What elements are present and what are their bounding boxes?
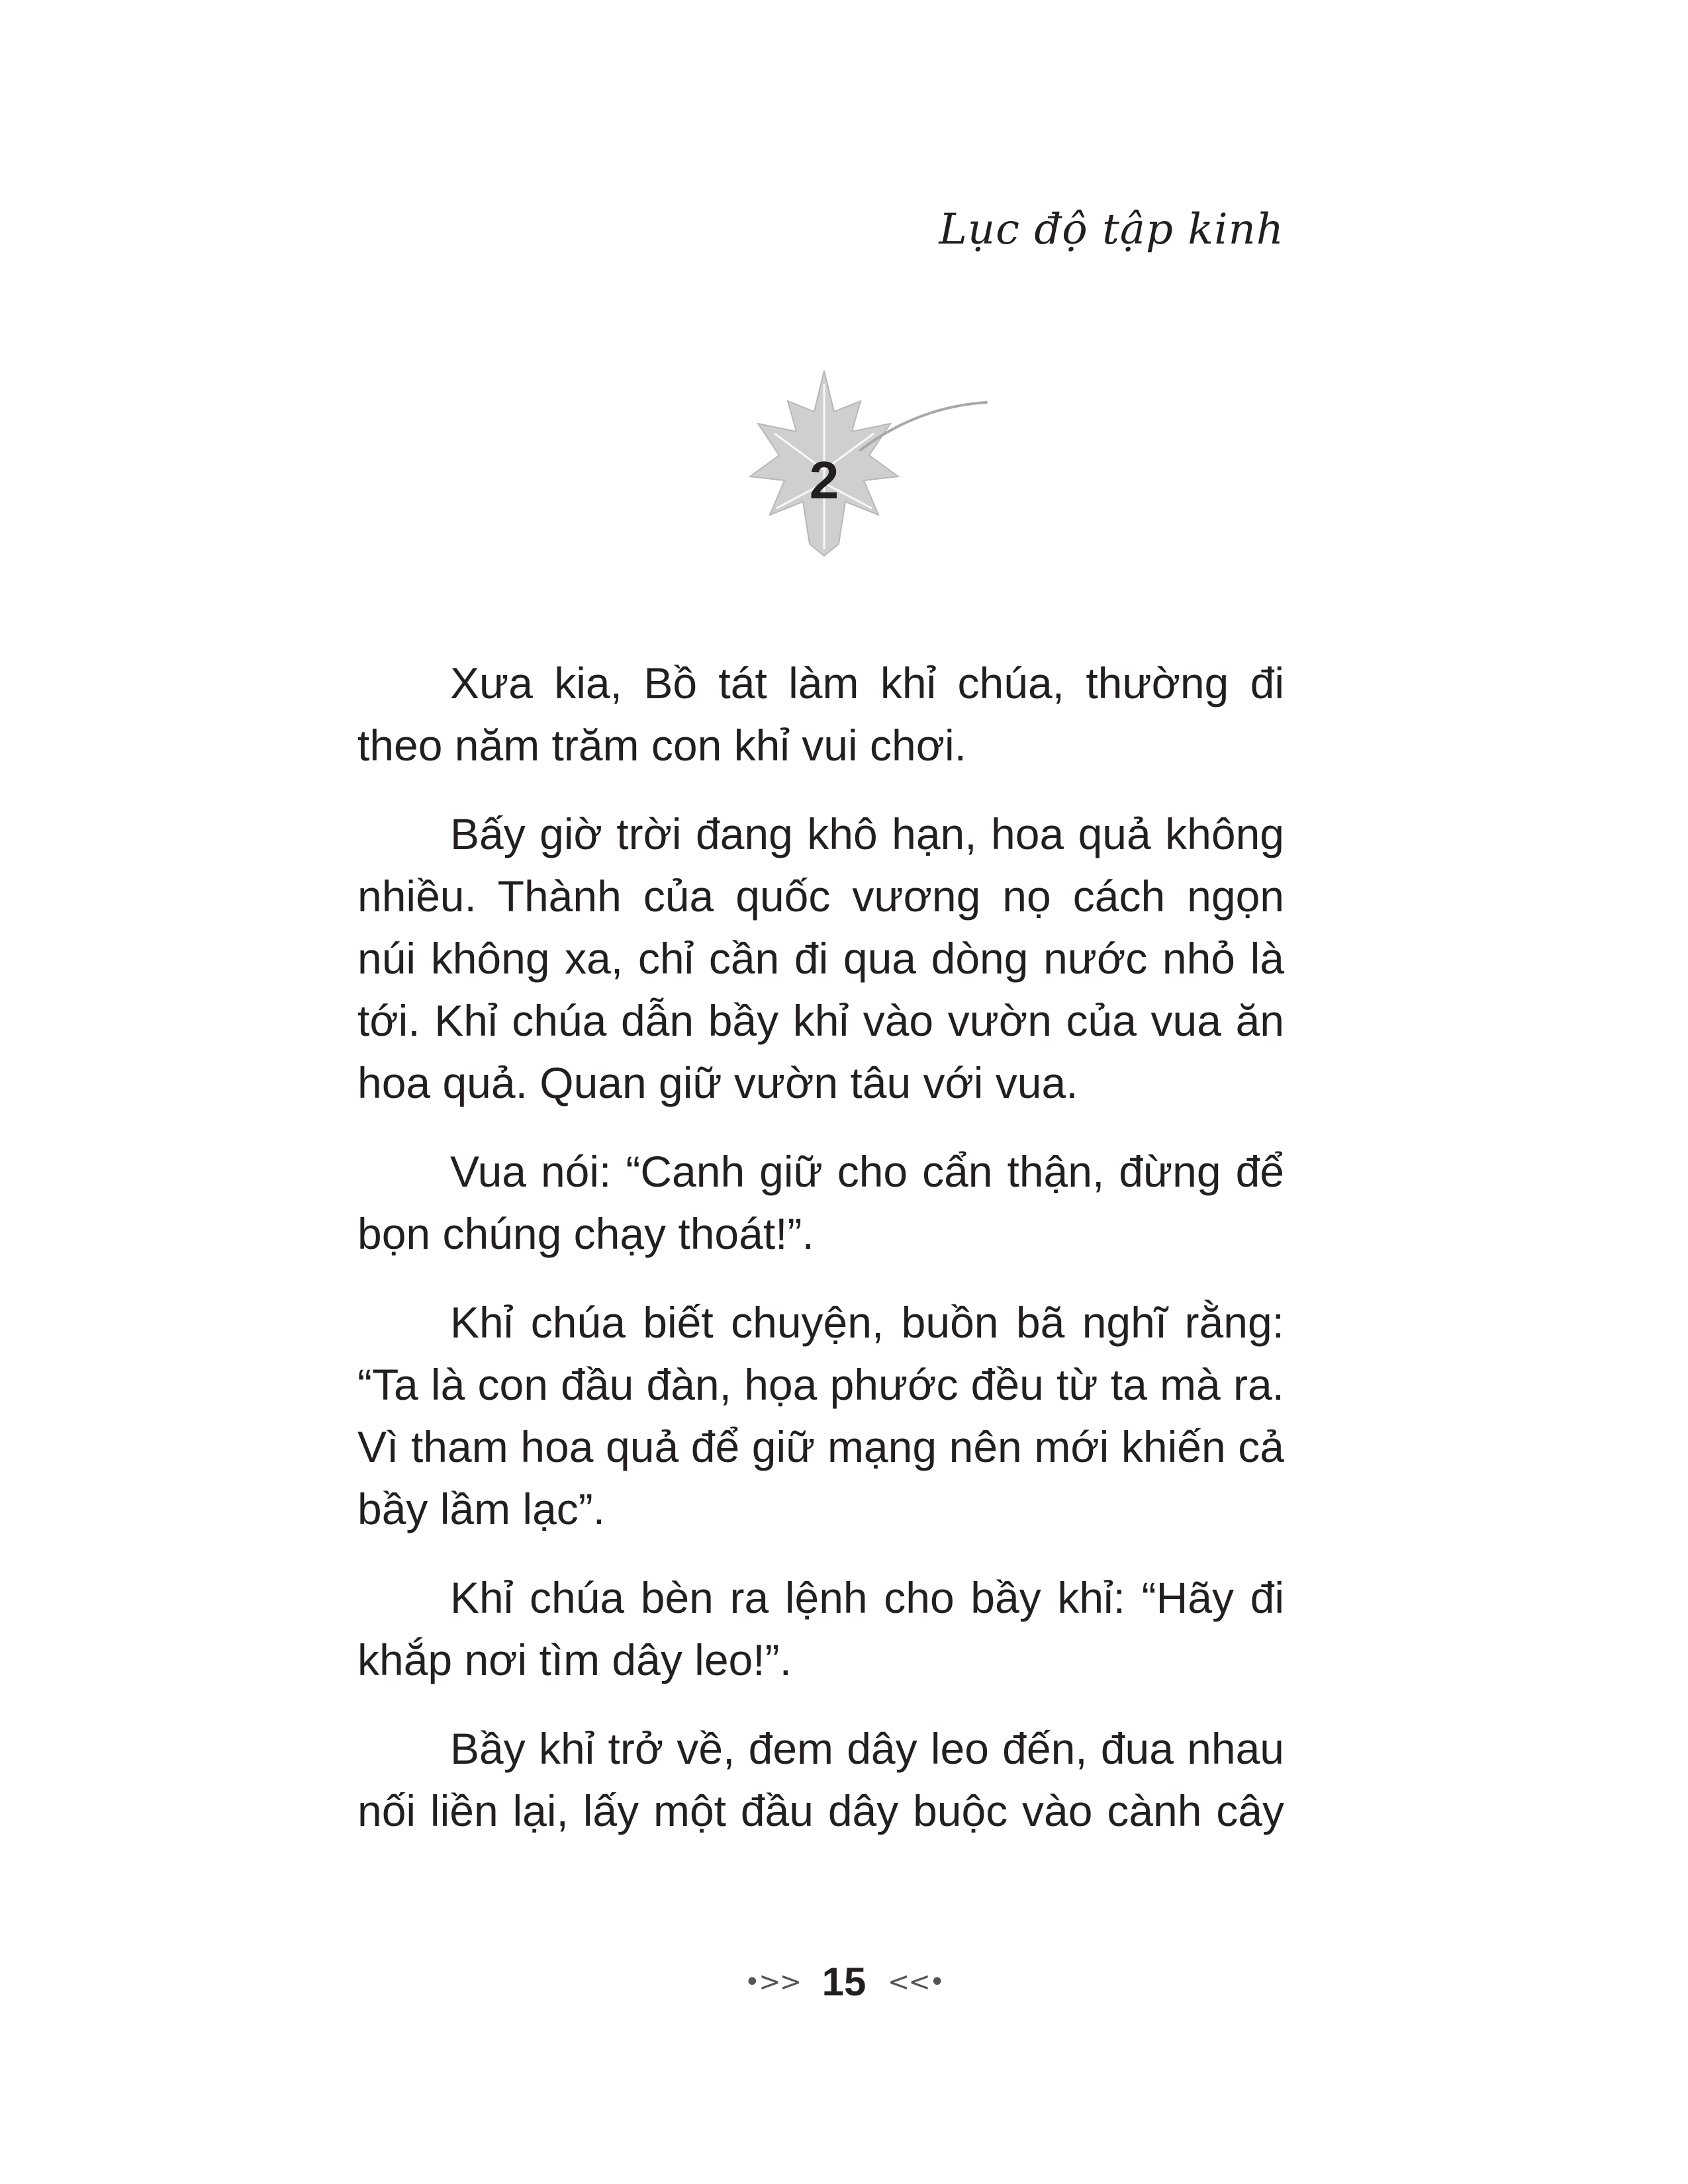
ornament-left-icon: •>>	[744, 1966, 801, 1997]
ornament-right-icon: <<•	[887, 1966, 944, 1997]
paragraph: Vua nói: “Canh giữ cho cẩn thận, đừng để bọn chúng chạy thoát!”.	[357, 1147, 1284, 1258]
paragraph: Xưa kia, Bồ tát làm khỉ chúa, thường đi theo năm trăm con khỉ vui chơi.	[357, 659, 1284, 770]
paragraph: Khỉ chúa bèn ra lệnh cho bầy khỉ: “Hãy đi khắp nơi tìm dây leo!”.	[357, 1573, 1284, 1684]
chapter-heading	[725, 371, 990, 569]
page-number: 15	[821, 1960, 867, 2004]
running-header-title: Lục độ tập kinh	[939, 205, 1284, 254]
paragraph: Khỉ chúa biết chuyện, buồn bã nghĩ rằng: “Ta là con đầu đàn, họa phước đều từ ta mà ra. Vì tham hoa quả để giữ mạng nên mới khiến cả bầy lầm lạc”.	[357, 1298, 1284, 1533]
chapter-number: 2	[809, 451, 839, 510]
paragraph: Bấy giờ trời đang khô hạn, hoa quả không nhiều. Thành của quốc vương nọ cách ngọn núi không xa, chỉ cần đi qua dòng nước nhỏ là tới. Khỉ chúa dẫn bầy khỉ vào vườn của vua ăn hoa quả. Quan giữ vườn tâu với vua.	[357, 809, 1284, 1107]
page-footer	[0, 1959, 1688, 2005]
paragraph: Bầy khỉ trở về, đem dây leo đến, đua nhau nối liền lại, lấy một đầu dây buộc vào cành cây	[357, 1724, 1284, 1835]
body-text	[357, 652, 1284, 1868]
